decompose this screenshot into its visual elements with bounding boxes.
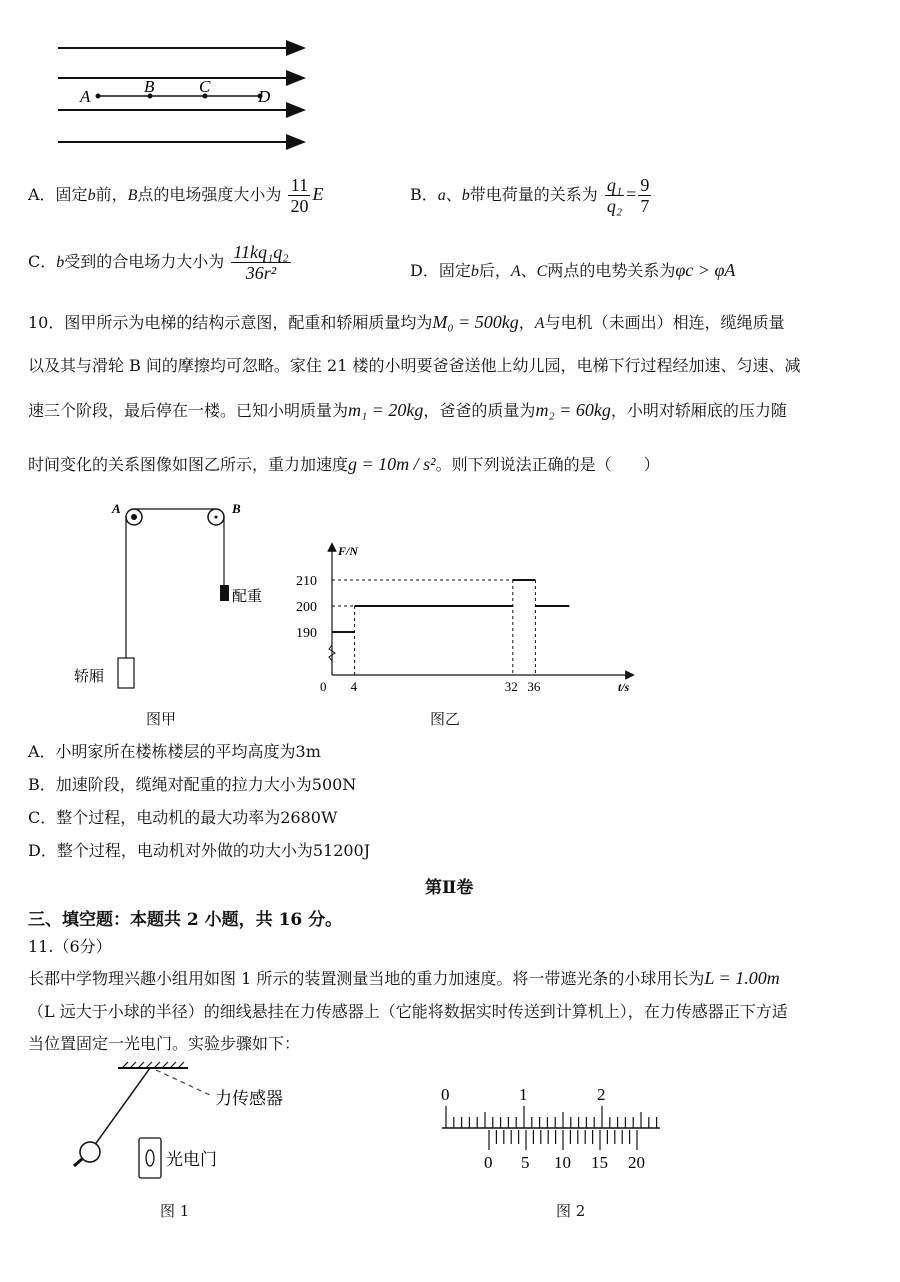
force-time-chart: [270, 535, 650, 705]
q10-line-4: 时间变化的关系图像如图乙所示，重力加速度g = 10m / s²。则下列说法正确的是（ ）: [28, 454, 660, 474]
label-b: B: [144, 77, 155, 96]
elevator-car: [118, 658, 134, 688]
counterweight: [220, 585, 229, 601]
pulley-b-label: B: [232, 501, 241, 516]
q10-line-2: 以及其与滑轮 B 间的摩擦均可忽略。家住 21 楼的小明要爸爸送他上幼儿园，电梯下行过程经加速、匀速、减: [28, 356, 801, 375]
caption-jia: 图甲: [146, 710, 177, 728]
part2-title: 第Ⅱ卷: [425, 878, 474, 898]
q10-line-3: 速三个阶段，最后停在一楼。已知小明质量为m₁ = 20kg，爸爸的质量为m₂ = 60kg，小明对轿厢底的压力随: [28, 400, 787, 420]
x-tick-label: 32: [504, 679, 518, 694]
label-c: C: [199, 77, 211, 96]
section-three-heading: 三、填空题：本题共 2 小题，共 16 分。: [28, 910, 343, 930]
q11-line-1: 长郡中学物理兴趣小组用如图 1 所示的装置测量当地的重力加速度。将一带遮光条的小球用长为L = 1.00m: [28, 968, 780, 988]
vernier-scale-label: 20: [628, 1153, 645, 1172]
q11-line-3: 当位置固定一光电门。实验步骤如下：: [28, 1034, 301, 1053]
pendulum-apparatus-figure: [60, 1058, 320, 1188]
vernier-scale-label: 10: [554, 1153, 571, 1172]
main-scale-label: 2: [597, 1085, 606, 1104]
q10-line-1: 10．图甲所示为电梯的结构示意图，配重和轿厢质量均为M₀ = 500kg，A与电机（未画出）相连，缆绳质量: [28, 312, 785, 332]
q11-head: 11.（6分）: [28, 937, 112, 956]
main-scale-label: 0: [441, 1085, 450, 1104]
y-tick-label: 200: [296, 600, 317, 615]
q9-option-c[interactable]: C．b受到的合电场力大小为 $\frac{\text{11kq₁q₂}}{\text{36r²}}$: [28, 242, 289, 283]
label-a: A: [80, 87, 91, 106]
q9-option-a[interactable]: A．固定b前，B点的电场强度大小为 $\frac{11}{20}$ E: [28, 175, 324, 216]
label-d: D: [258, 87, 271, 106]
caption-fig1: 图 1: [160, 1202, 190, 1220]
field-lines-figure: [50, 30, 320, 160]
counterweight-label: 配重: [232, 589, 263, 605]
x-axis-label: t/s: [618, 680, 630, 694]
q9-option-b[interactable]: B．a、b带电荷量的关系为 $\frac{\text{q₁}}{\text{q₂}}$ = $\frac{9}{7}$: [410, 175, 650, 216]
y-tick-label: 210: [296, 574, 317, 589]
q10-option-b[interactable]: B．加速阶段，缆绳对配重的拉力大小为500N: [28, 775, 357, 794]
y-tick-label: 190: [296, 626, 317, 641]
y-axis-label: F/N: [338, 544, 359, 558]
x-tick-label: 36: [527, 679, 541, 694]
force-sensor-label: 力传感器: [215, 1089, 283, 1108]
pendulum-ball: [80, 1142, 100, 1162]
vernier-scale-label: 5: [521, 1153, 530, 1172]
caption-yi: 图乙: [430, 710, 461, 728]
vernier-scale-label: 15: [591, 1153, 608, 1172]
point-a: [96, 94, 101, 99]
origin-label: 0: [320, 679, 327, 694]
vernier-scale-label: 0: [484, 1153, 493, 1172]
q9-option-d[interactable]: D．固定b后，A、C两点的电势关系为φc > φA: [410, 260, 736, 280]
q10-option-c[interactable]: C．整个过程，电动机的最大功率为2680W: [28, 808, 338, 827]
photogate-label: 光电门: [166, 1150, 217, 1169]
car-label: 轿厢: [74, 669, 105, 685]
main-scale-label: 1: [519, 1085, 528, 1104]
photogate: [139, 1138, 161, 1178]
vernier-caliper-figure: [430, 1070, 670, 1180]
pulley-a-label: A: [112, 501, 121, 516]
caption-fig2: 图 2: [556, 1202, 586, 1220]
q10-option-a[interactable]: A．小明家所在楼栋楼层的平均高度为3m: [28, 742, 321, 761]
q11-line-2: （L 远大于小球的半径）的细线悬挂在力传感器上（它能将数据实时传送到计算机上），在力传感器正下方适: [28, 1002, 788, 1021]
x-tick-label: 4: [350, 679, 358, 694]
q10-option-d[interactable]: D．整个过程，电动机对外做的功大小为51200J: [28, 841, 371, 860]
